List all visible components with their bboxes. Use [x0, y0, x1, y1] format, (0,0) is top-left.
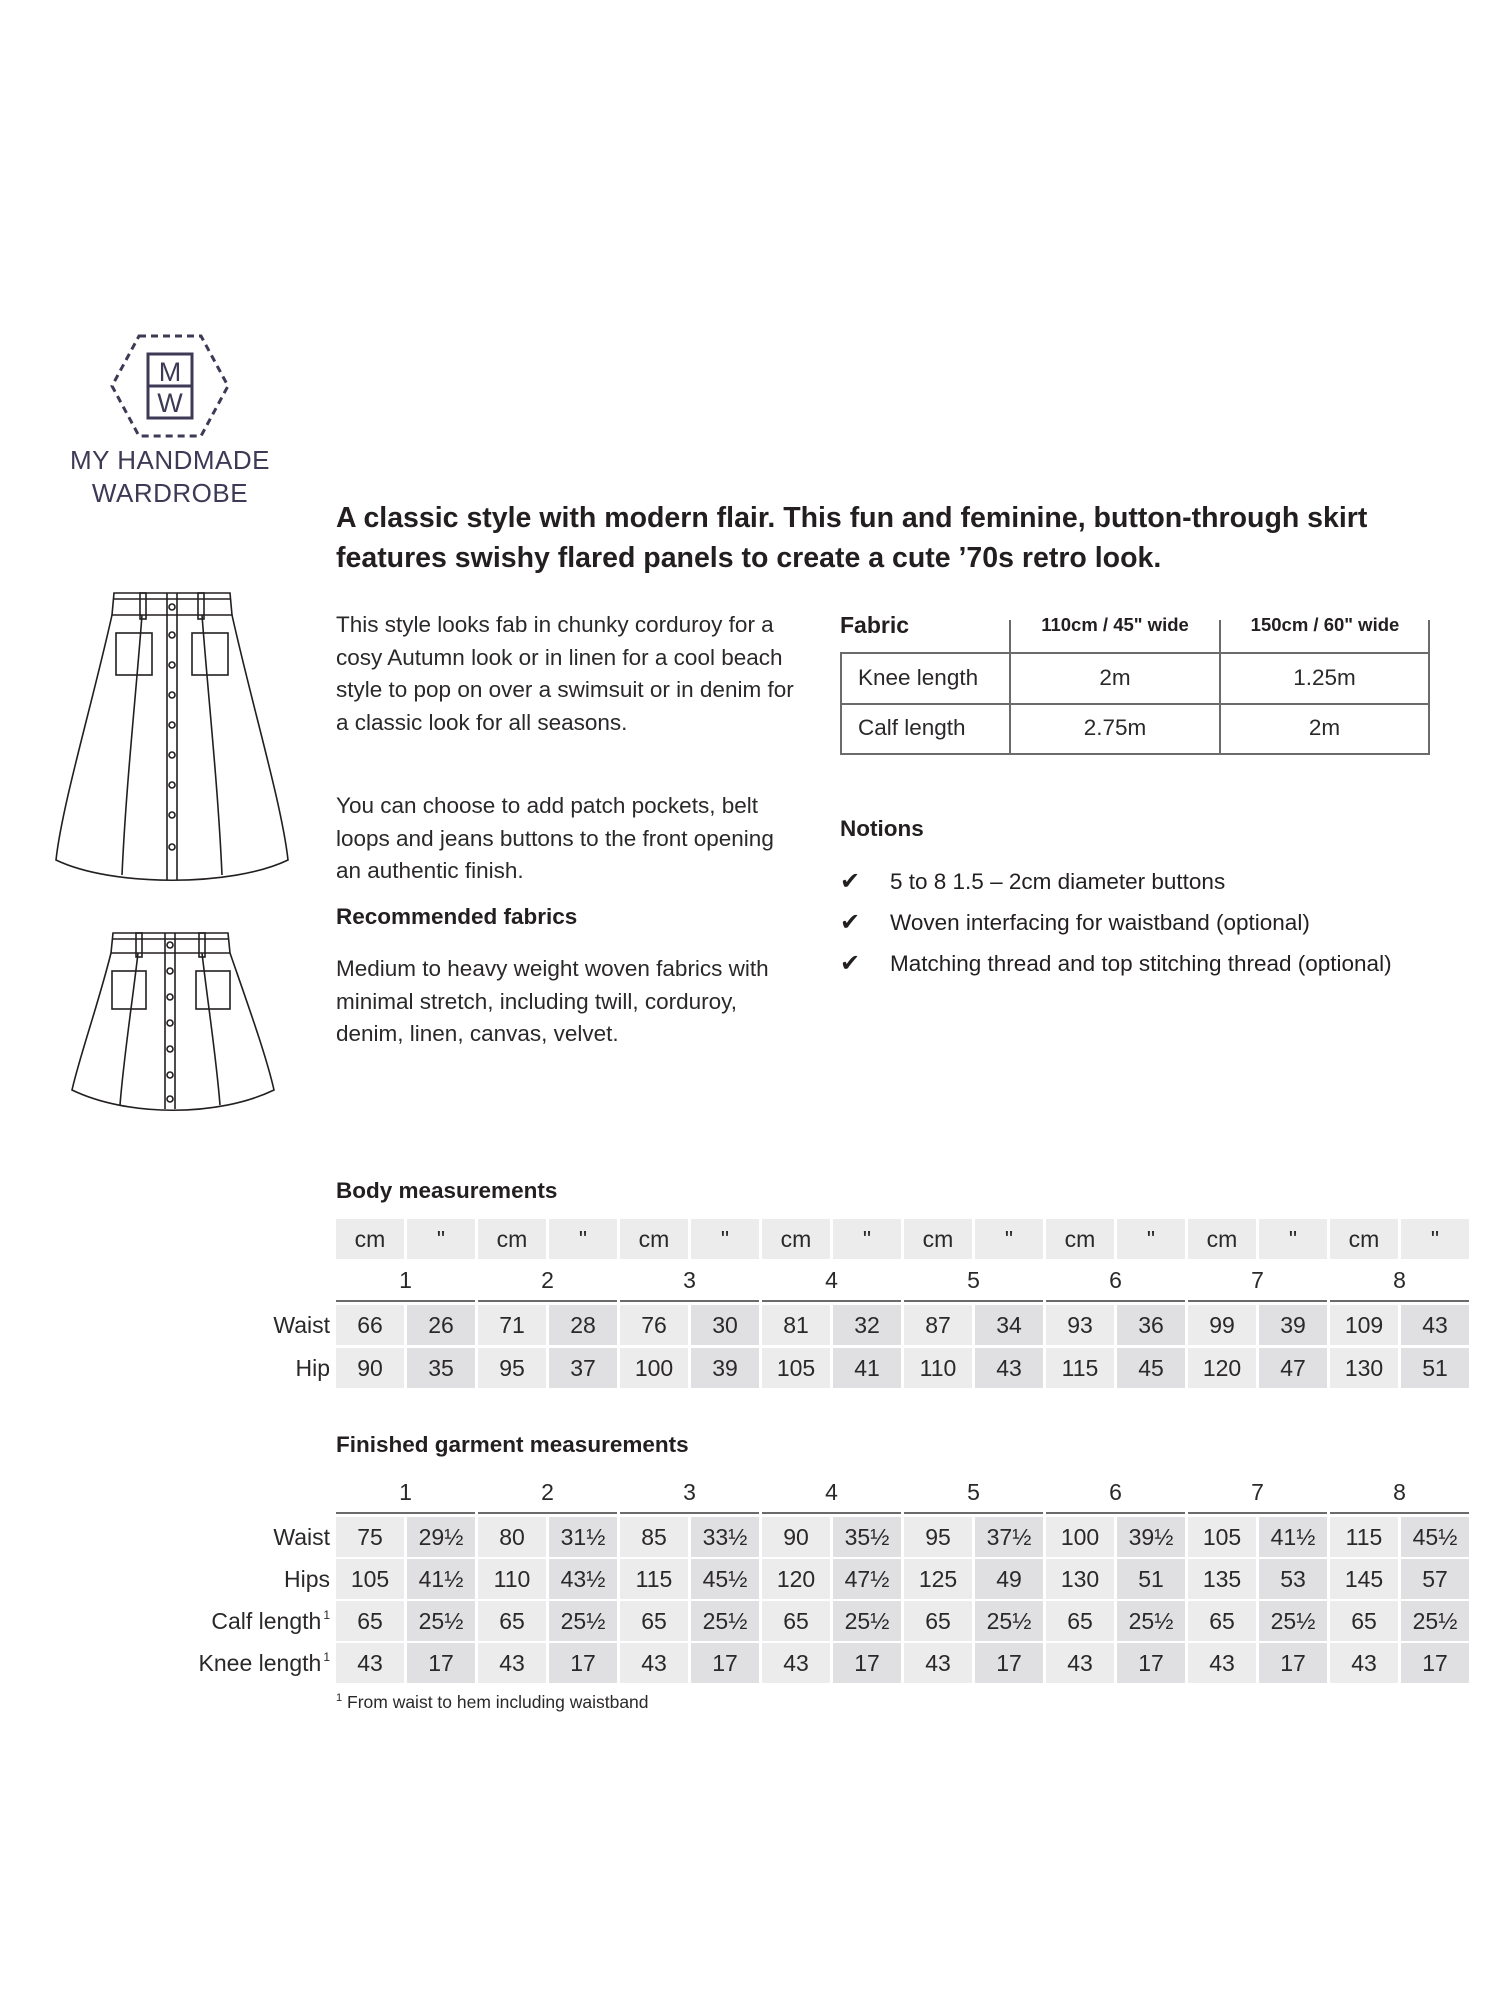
knee-length-skirt-illustration — [68, 925, 278, 1115]
measurement-inch: 51 — [1401, 1348, 1469, 1388]
measurement-inch: 36 — [1117, 1305, 1185, 1345]
unit-header-inch: " — [1117, 1219, 1185, 1259]
measurement-inch: 25½ — [407, 1601, 475, 1641]
measurement-cm: 99 — [1188, 1305, 1256, 1345]
size-header: 4 — [825, 1267, 838, 1293]
divider — [1046, 1512, 1185, 1514]
row-label: Waist — [273, 1312, 330, 1338]
measurement-cm: 115 — [620, 1559, 688, 1599]
notion-text: Matching thread and top stitching thread (optional) — [890, 951, 1392, 976]
measurement-inch: 29½ — [407, 1517, 475, 1557]
measurement-cm: 130 — [1046, 1559, 1114, 1599]
monogram-bottom: W — [157, 388, 183, 418]
measurement-inch: 39 — [691, 1348, 759, 1388]
measurement-inch: 39½ — [1117, 1517, 1185, 1557]
measurement-cm: 43 — [904, 1643, 972, 1683]
measurement-inch: 47 — [1259, 1348, 1327, 1388]
measurement-cm: 135 — [1188, 1559, 1256, 1599]
unit-header-inch: " — [407, 1219, 475, 1259]
unit-header-inch: " — [691, 1219, 759, 1259]
size-header: 6 — [1109, 1267, 1122, 1293]
fabric-requirements-table — [840, 610, 1430, 755]
measurement-inch: 25½ — [1117, 1601, 1185, 1641]
footnote-text: From waist to hem including waistband — [347, 1692, 649, 1712]
measurement-inch: 37 — [549, 1348, 617, 1388]
measurement-inch: 25½ — [975, 1601, 1043, 1641]
unit-header-cm: cm — [336, 1219, 404, 1259]
fabric-column-header: 110cm / 45" wide — [1041, 614, 1189, 635]
measurement-cm: 93 — [1046, 1305, 1114, 1345]
measurement-cm: 75 — [336, 1517, 404, 1557]
hexagon-monogram-icon — [108, 332, 232, 440]
divider — [904, 1512, 1043, 1514]
measurement-cm: 95 — [904, 1517, 972, 1557]
measurement-inch: 57 — [1401, 1559, 1469, 1599]
measurement-cm: 43 — [478, 1643, 546, 1683]
checkmark-icon: ✔ — [840, 868, 861, 895]
measurement-cm: 105 — [336, 1559, 404, 1599]
measurement-inch: 49 — [975, 1559, 1043, 1599]
footnote-marker: 1 — [323, 1650, 330, 1664]
unit-header-cm: cm — [620, 1219, 688, 1259]
size-header: 8 — [1393, 1267, 1406, 1293]
row-label — [130, 1643, 330, 1683]
description-paragraph-2: You can choose to add patch pockets, belt loops and jeans buttons to the front opening an authentic finish. — [336, 793, 774, 883]
divider — [1330, 1512, 1469, 1514]
measurement-cm: 80 — [478, 1517, 546, 1557]
measurement-inch: 39 — [1259, 1305, 1327, 1345]
size-header: 2 — [541, 1479, 554, 1505]
unit-header-cm: cm — [1046, 1219, 1114, 1259]
measurement-inch: 17 — [691, 1643, 759, 1683]
measurement-inch: 17 — [549, 1643, 617, 1683]
measurement-inch: 43½ — [549, 1559, 617, 1599]
measurement-cm: 43 — [620, 1643, 688, 1683]
measurement-cm: 145 — [1330, 1559, 1398, 1599]
measurement-cm: 65 — [336, 1601, 404, 1641]
unit-header-cm: cm — [478, 1219, 546, 1259]
measurement-inch: 25½ — [1259, 1601, 1327, 1641]
notion-text: 5 to 8 1.5 – 2cm diameter buttons — [890, 869, 1226, 894]
brand-name-line2: WARDROBE — [91, 478, 249, 508]
divider — [762, 1300, 901, 1302]
measurement-cm: 120 — [1188, 1348, 1256, 1388]
measurement-cm: 43 — [762, 1643, 830, 1683]
size-header: 6 — [1109, 1479, 1122, 1505]
measurement-cm: 100 — [1046, 1517, 1114, 1557]
divider — [1188, 1300, 1327, 1302]
measurement-inch: 35½ — [833, 1517, 901, 1557]
divider — [1188, 1512, 1327, 1514]
row-label-text: Knee length — [198, 1650, 322, 1676]
size-header: 7 — [1251, 1267, 1264, 1293]
size-header: 1 — [399, 1267, 412, 1293]
footnote-mark: 1 — [336, 1692, 343, 1704]
unit-header-inch: " — [1401, 1219, 1469, 1259]
calf-length-skirt-illustration — [52, 585, 292, 885]
fabric-cell: 2m — [1308, 715, 1341, 740]
measurement-cm: 43 — [1188, 1643, 1256, 1683]
row-label — [130, 1517, 330, 1557]
measurement-inch: 35 — [407, 1348, 475, 1388]
divider — [620, 1512, 759, 1514]
monogram-top: M — [158, 357, 182, 387]
measurement-inch: 43 — [1401, 1305, 1469, 1345]
measurement-inch: 17 — [1401, 1643, 1469, 1683]
recommended-fabrics-text: Medium to heavy weight woven fabrics with minimal stretch, including twill, corduroy, denim, linen, canvas, velvet. — [336, 956, 769, 1046]
tagline: A classic style with modern flair. This fun and feminine, button-through skirt features swishy flared panels to create a cute ’70s retro look. — [336, 502, 1368, 574]
brand-logo — [55, 332, 285, 512]
unit-header-cm: cm — [1188, 1219, 1256, 1259]
divider — [336, 1512, 475, 1514]
size-header: 5 — [967, 1479, 980, 1505]
divider — [762, 1512, 901, 1514]
row-label-text: Calf length — [211, 1608, 322, 1634]
fabric-column-header: 150cm / 60" wide — [1250, 614, 1400, 635]
measurement-inch: 43 — [975, 1348, 1043, 1388]
measurement-cm: 110 — [478, 1559, 546, 1599]
measurement-cm: 100 — [620, 1348, 688, 1388]
measurement-cm: 81 — [762, 1305, 830, 1345]
measurement-inch: 53 — [1259, 1559, 1327, 1599]
measurement-cm: 105 — [1188, 1517, 1256, 1557]
checkmark-icon: ✔ — [840, 950, 861, 977]
finished-measurements-heading: Finished garment measurements — [336, 1432, 689, 1457]
divider — [904, 1300, 1043, 1302]
measurement-inch: 28 — [549, 1305, 617, 1345]
measurement-cm: 95 — [478, 1348, 546, 1388]
unit-header-inch: " — [975, 1219, 1043, 1259]
measurement-cm: 120 — [762, 1559, 830, 1599]
fabric-row-label: Calf length — [858, 715, 966, 740]
divider — [620, 1300, 759, 1302]
fabric-row-label: Knee length — [858, 665, 979, 690]
measurement-inch: 17 — [1259, 1643, 1327, 1683]
measurement-inch: 45 — [1117, 1348, 1185, 1388]
measurement-cm: 65 — [762, 1601, 830, 1641]
measurement-inch: 31½ — [549, 1517, 617, 1557]
measurement-cm: 66 — [336, 1305, 404, 1345]
fabric-cell: 2m — [1099, 665, 1131, 690]
measurement-inch: 25½ — [691, 1601, 759, 1641]
size-header: 3 — [683, 1267, 696, 1293]
measurement-cm: 43 — [1330, 1643, 1398, 1683]
size-header: 4 — [825, 1479, 838, 1505]
measurement-cm: 109 — [1330, 1305, 1398, 1345]
divider — [478, 1300, 617, 1302]
unit-header-cm: cm — [1330, 1219, 1398, 1259]
measurement-cm: 71 — [478, 1305, 546, 1345]
measurement-inch: 25½ — [549, 1601, 617, 1641]
measurement-cm: 65 — [620, 1601, 688, 1641]
measurement-cm: 65 — [904, 1601, 972, 1641]
size-header: 7 — [1251, 1479, 1264, 1505]
measurement-inch: 45½ — [1401, 1517, 1469, 1557]
row-label-text: Waist — [273, 1524, 330, 1550]
measurement-cm: 43 — [336, 1643, 404, 1683]
row-label — [130, 1559, 330, 1599]
measurement-cm: 65 — [1330, 1601, 1398, 1641]
measurement-inch: 37½ — [975, 1517, 1043, 1557]
unit-header-inch: " — [1259, 1219, 1327, 1259]
measurement-inch: 17 — [407, 1643, 475, 1683]
measurement-cm: 110 — [904, 1348, 972, 1388]
measurement-inch: 33½ — [691, 1517, 759, 1557]
measurement-inch: 30 — [691, 1305, 759, 1345]
size-header: 8 — [1393, 1479, 1406, 1505]
divider — [1330, 1300, 1469, 1302]
footnote — [336, 1692, 649, 1713]
size-header: 1 — [399, 1479, 412, 1505]
measurement-cm: 65 — [1046, 1601, 1114, 1641]
notions-heading: Notions — [840, 816, 924, 841]
measurement-cm: 125 — [904, 1559, 972, 1599]
unit-header-inch: " — [833, 1219, 901, 1259]
measurement-inch: 51 — [1117, 1559, 1185, 1599]
measurement-inch: 45½ — [691, 1559, 759, 1599]
footnote-marker: 1 — [323, 1608, 330, 1622]
measurement-inch: 41½ — [407, 1559, 475, 1599]
measurement-inch: 41½ — [1259, 1517, 1327, 1557]
unit-header-cm: cm — [762, 1219, 830, 1259]
notion-text: Woven interfacing for waistband (optional) — [890, 910, 1310, 935]
measurement-inch: 17 — [1117, 1643, 1185, 1683]
measurement-cm: 115 — [1046, 1348, 1114, 1388]
measurement-cm: 87 — [904, 1305, 972, 1345]
row-label: Hip — [295, 1355, 330, 1381]
measurement-cm: 76 — [620, 1305, 688, 1345]
fabric-cell: 2.75m — [1083, 715, 1147, 740]
measurement-cm: 90 — [762, 1517, 830, 1557]
measurement-inch: 17 — [833, 1643, 901, 1683]
measurement-cm: 43 — [1046, 1643, 1114, 1683]
measurement-cm: 85 — [620, 1517, 688, 1557]
measurement-cm: 65 — [478, 1601, 546, 1641]
measurement-cm: 65 — [1188, 1601, 1256, 1641]
brand-name-line1: MY HANDMADE — [69, 445, 271, 475]
size-header: 3 — [683, 1479, 696, 1505]
measurement-inch: 32 — [833, 1305, 901, 1345]
recommended-fabrics-heading: Recommended fabrics — [336, 904, 578, 929]
unit-header-cm: cm — [904, 1219, 972, 1259]
measurement-inch: 26 — [407, 1305, 475, 1345]
divider — [478, 1512, 617, 1514]
size-header: 2 — [541, 1267, 554, 1293]
measurement-cm: 90 — [336, 1348, 404, 1388]
measurement-inch: 47½ — [833, 1559, 901, 1599]
fabric-table-title: Fabric — [840, 612, 910, 638]
measurement-inch: 41 — [833, 1348, 901, 1388]
measurement-inch: 25½ — [833, 1601, 901, 1641]
row-label-text: Hips — [283, 1566, 330, 1592]
measurement-inch: 17 — [975, 1643, 1043, 1683]
checkmark-icon: ✔ — [840, 909, 861, 936]
measurement-inch: 25½ — [1401, 1601, 1469, 1641]
divider — [1046, 1300, 1185, 1302]
size-header: 5 — [967, 1267, 980, 1293]
unit-header-inch: " — [549, 1219, 617, 1259]
row-label — [130, 1601, 330, 1641]
measurement-inch: 34 — [975, 1305, 1043, 1345]
measurement-cm: 105 — [762, 1348, 830, 1388]
description-paragraph-1: This style looks fab in chunky corduroy for a cosy Autumn look or in linen for a cool beach style to pop on over a swimsuit or in denim for a classic look for all seasons. — [336, 612, 794, 735]
body-measurements-heading: Body measurements — [336, 1178, 558, 1203]
measurement-cm: 115 — [1330, 1517, 1398, 1557]
divider — [336, 1300, 475, 1302]
fabric-cell: 1.25m — [1293, 665, 1356, 690]
measurement-cm: 130 — [1330, 1348, 1398, 1388]
